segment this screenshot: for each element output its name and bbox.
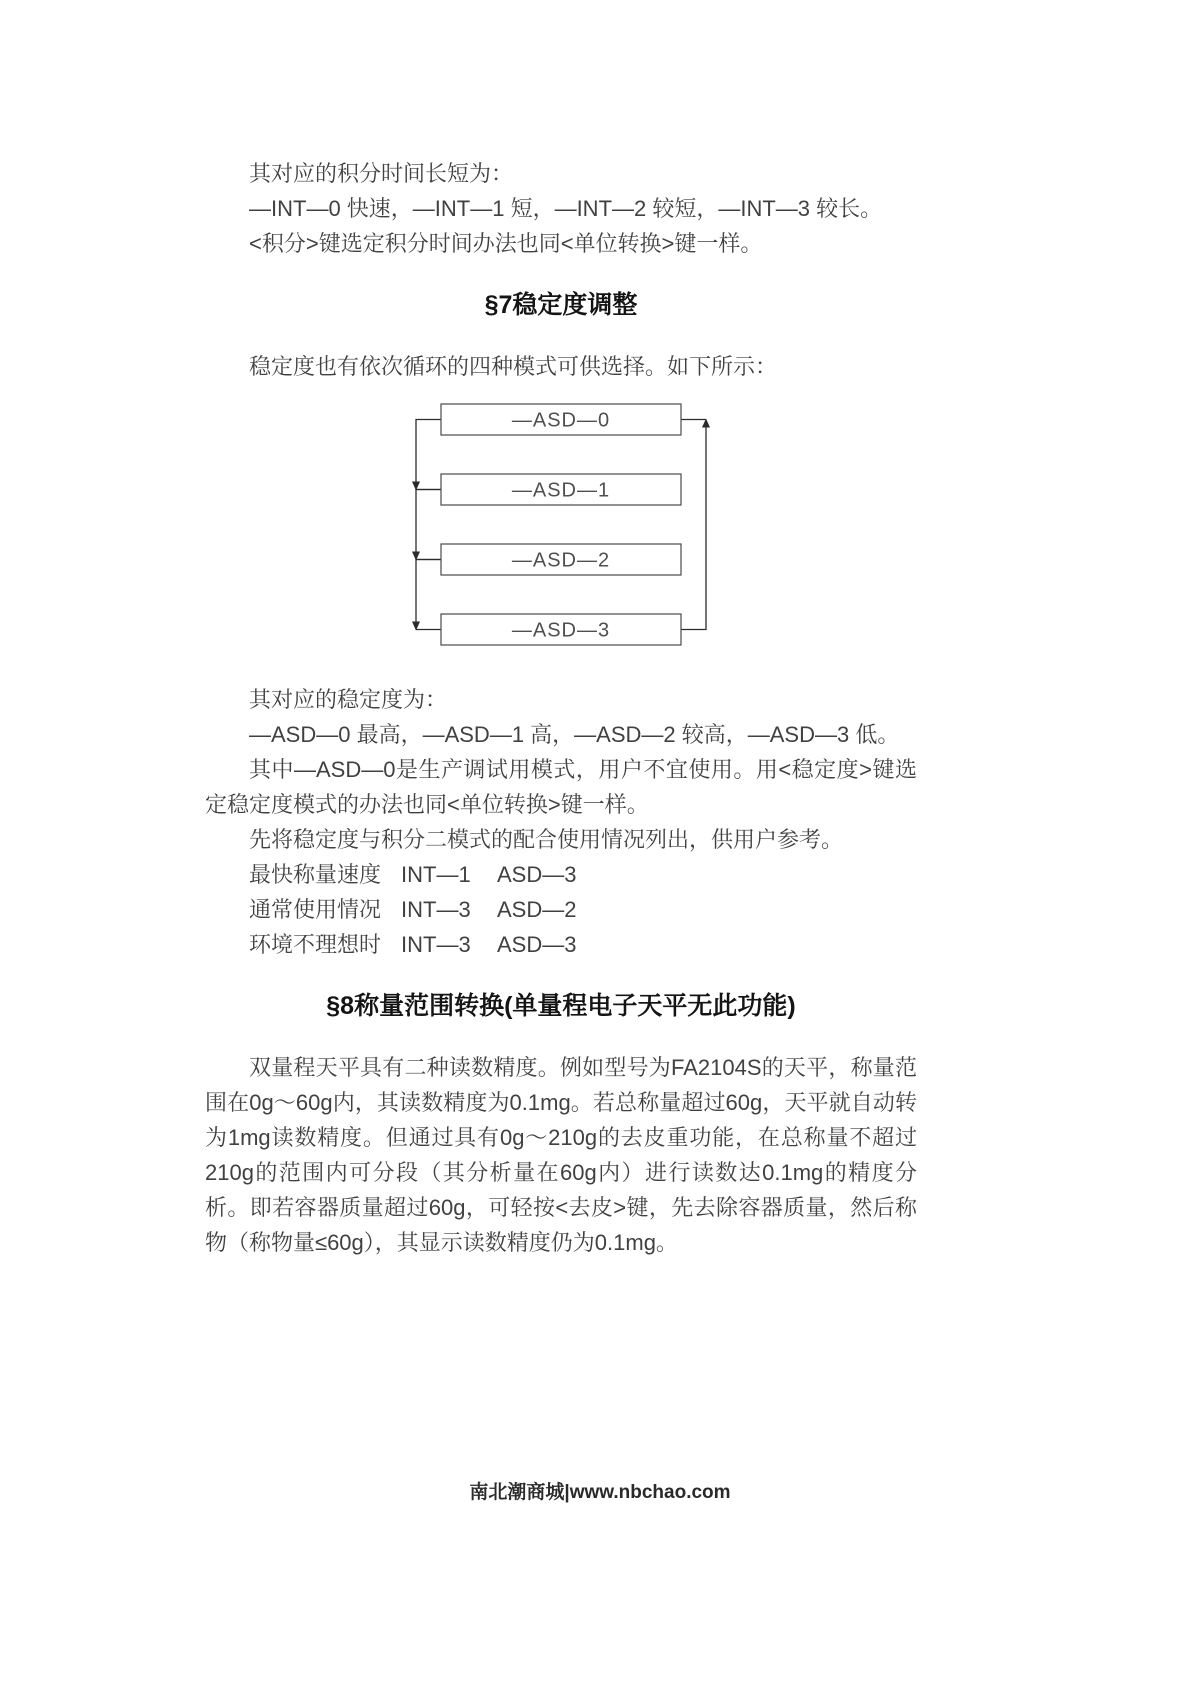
asd-box-0 [441,404,681,435]
mode-row-label: 环境不理想时 [249,932,382,957]
asd-usage-note: 其中—ASD—0是生产调试用模式，用户不宜使用。用<稳定度>键选定稳定度模式的办法也同<单位转换>键一样。 [205,757,917,817]
down-arrow-1 [416,420,441,490]
mode-table-row [249,857,917,892]
up-arrow-loop [681,420,706,630]
mode-row-asd: ASD—3 [497,862,577,887]
asd-box-0-label: —ASD—0 [511,409,611,432]
mode-combination-table [249,857,917,962]
down-arrow-3 [416,560,441,630]
asd-flow-svg [396,400,726,662]
asd-levels-intro: 其对应的稳定度为： [249,687,448,712]
mode-row-label: 最快称量速度 [249,862,382,887]
mode-row-label: 通常使用情况 [249,897,382,922]
asd-box-3-label: —ASD—3 [511,619,611,642]
asd-box-2-label: —ASD—2 [511,549,611,572]
asd-box-1 [441,474,681,505]
mode-row-int: INT—1 [401,862,471,887]
section8-body: 双量程天平具有二种读数精度。例如型号为FA2104S的天平，称量范围在0g～60g内，其读数精度为0.1mg。若总称量超过60g，天平就自动转为1mg读数精度。但通过具有0g～210g的去皮重功能，在总称量不超过210g的范围内可分段（其分析量在60g内）进行读数达0.1mg的精度分析。即若容器质量超过60g，可轻按<去皮>键，先去除容器质量，然后称物（称物量≤60g），其显示读数精度仍为0.1mg。 [205,1055,917,1255]
mode-row-int: INT—3 [401,897,471,922]
asd-levels-line: —ASD—0 最高，—ASD—1 高，—ASD—2 较高，—ASD—3 低。 [249,722,900,747]
section8-heading: §8称量范围转换(单量程电子天平无此功能) [326,992,796,1020]
asd-combination-intro: 先将稳定度与积分二模式的配合使用情况列出，供用户参考。 [249,827,844,852]
section7-intro: 稳定度也有依次循环的四种模式可供选择。如下所示： [249,354,778,379]
asd-box-2 [441,544,681,575]
integration-key-line: <积分>键选定积分时间办法也同<单位转换>键一样。 [249,231,763,256]
footer-text: 南北潮商城|www.nbchao.com [469,1482,731,1503]
page-content [205,156,917,1260]
section7-heading: §7稳定度调整 [484,291,638,319]
mode-row-asd: ASD—2 [497,897,577,922]
integration-modes-line: —INT—0 快速，—INT—1 短，—INT—2 较短，—INT—3 较长。 [249,196,883,221]
integration-intro-line: 其对应的积分时间长短为： [249,161,514,186]
asd-box-3 [441,614,681,645]
down-arrow-2 [416,490,441,560]
mode-row-int: INT—3 [401,932,471,957]
asd-box-1-label: —ASD—1 [511,479,611,502]
mode-row-asd: ASD—3 [497,932,577,957]
mode-table-row [249,892,917,927]
asd-cycle-diagram [205,400,917,662]
mode-table-row [249,927,917,962]
